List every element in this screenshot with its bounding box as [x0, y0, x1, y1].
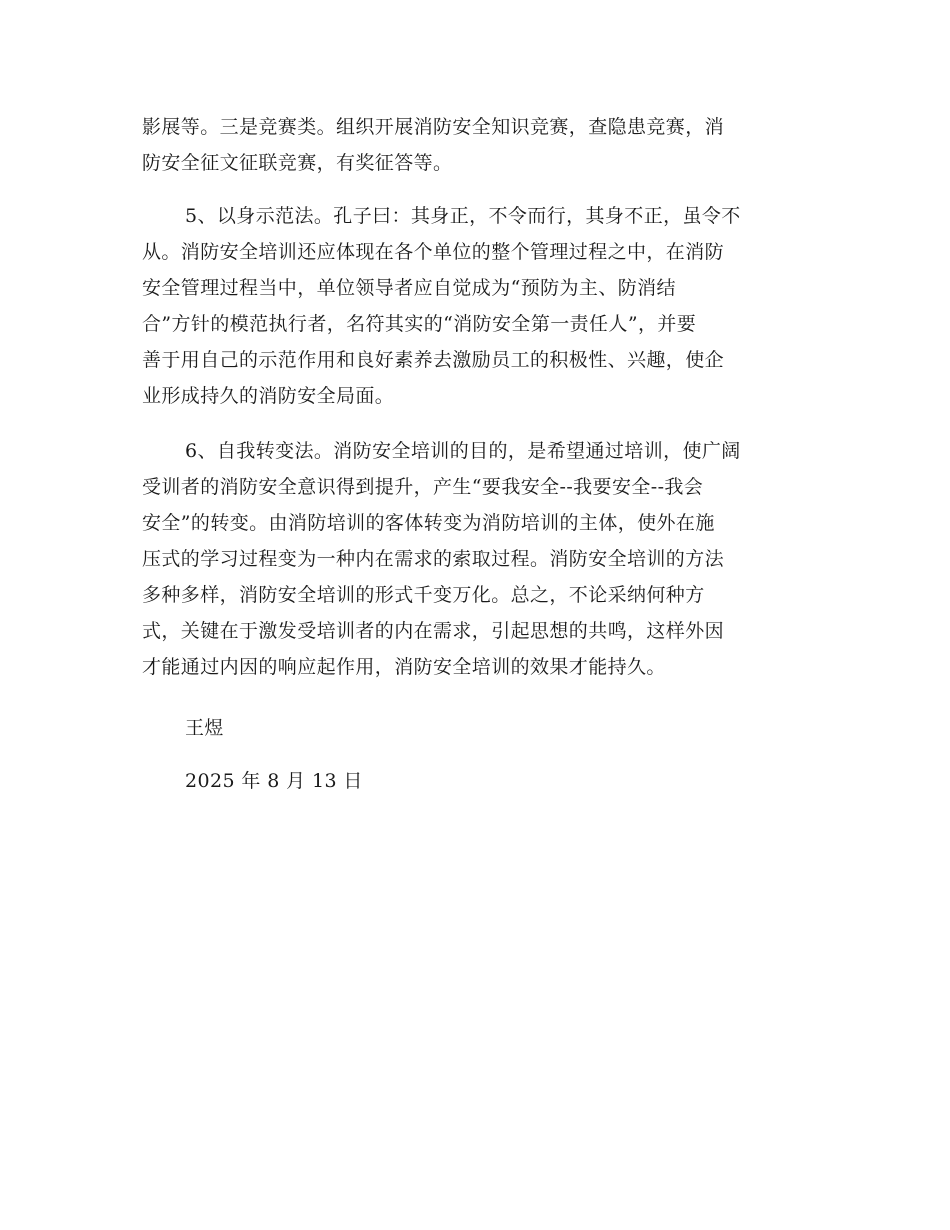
- paragraph-line: 5、以身示范法。孔子曰：其身正，不令而行，其身不正，虽令不: [185, 205, 741, 227]
- paragraph-line: 影展等。三是竞赛类。组织开展消防安全知识竞赛，查隐患竞赛，消: [142, 116, 725, 138]
- paragraph-line: 才能通过内因的响应起作用，消防安全培训的效果才能持久。: [142, 656, 666, 678]
- paragraph-line: 安全管理过程当中，单位领导者应自觉成为“预防为主、防消结: [142, 277, 676, 299]
- paragraph-line: 从。消防安全培训还应体现在各个单位的整个管理过程之中，在消防: [142, 241, 725, 263]
- signature-date: 2025 年 8 月 13 日: [185, 770, 363, 792]
- paragraph-line: 受训者的消防安全意识得到提升，产生“要我安全--我要安全--我会: [142, 476, 704, 498]
- paragraph-line: 多种多样，消防安全培训的形式千变万化。总之，不论采纳何种方: [142, 584, 705, 606]
- paragraph-line: 安全”的转变。由消防培训的客体转变为消防培训的主体，使外在施: [142, 512, 715, 534]
- paragraph-line: 业形成持久的消防安全局面。: [142, 385, 395, 407]
- paragraph-line: 压式的学习过程变为一种内在需求的索取过程。消防安全培训的方法: [142, 548, 725, 570]
- paragraph-line: 6、自我转变法。消防安全培训的目的，是希望通过培训，使广阔: [185, 440, 741, 462]
- signature-name: 王煜: [185, 717, 224, 739]
- paragraph-line: 善于用自己的示范作用和良好素养去激励员工的积极性、兴趣，使企: [142, 349, 725, 371]
- paragraph-line: 式，关键在于激发受培训者的内在需求，引起思想的共鸣，这样外因: [142, 620, 725, 642]
- paragraph-line: 合”方针的模范执行者，名符其实的“消防安全第一责任人”，并要: [142, 313, 697, 335]
- paragraph-line: 防安全征文征联竞赛，有奖征答等。: [142, 152, 453, 174]
